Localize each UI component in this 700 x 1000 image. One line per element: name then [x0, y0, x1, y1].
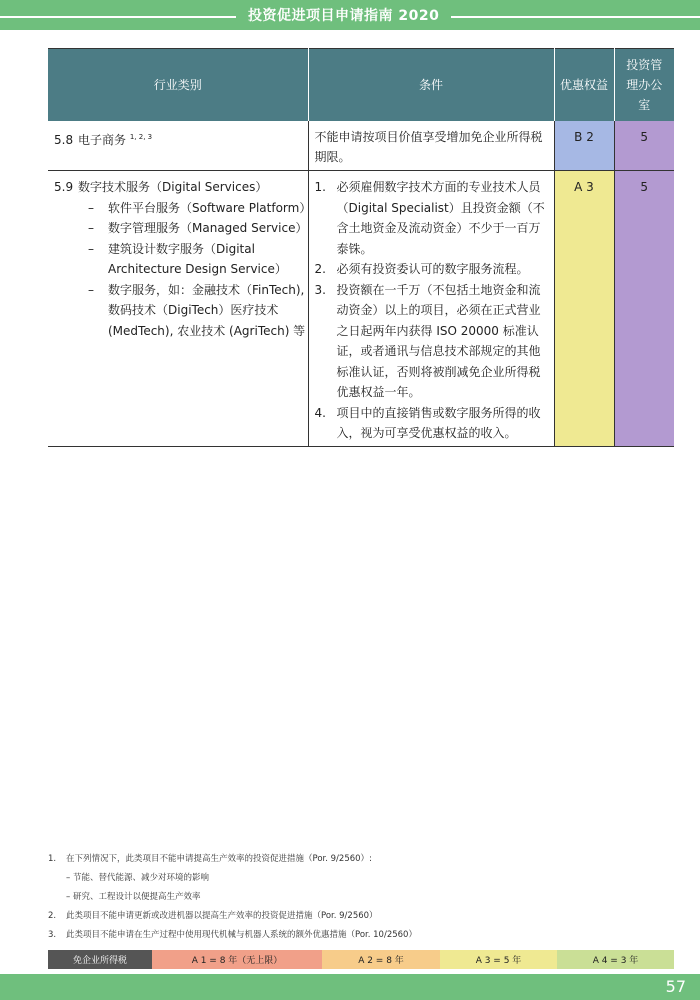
table-row: [48, 171, 674, 447]
page-number: 57: [665, 977, 686, 996]
footnote-2: [48, 907, 668, 926]
condition-list: [315, 177, 550, 444]
footnote-1: [48, 850, 668, 869]
footnote-3: [48, 926, 668, 945]
footnote-number: 1.: [48, 854, 57, 864]
category-name: 电子商务: [78, 132, 127, 147]
legend-a2: A 2 = 8 年: [322, 950, 440, 969]
header-conditions: 条件: [308, 49, 554, 121]
category-number: 5.9: [54, 180, 74, 194]
footer-bar: [0, 974, 700, 1000]
footnote-text: 此类项目不能申请在生产过程中使用现代机械与机器人系统的额外优惠措施（Por. 10/2560）: [66, 930, 417, 940]
table-header-row: [48, 49, 674, 121]
benefit-cell: A 3: [554, 171, 614, 447]
footnote-number: 2.: [48, 911, 57, 921]
condition-text: 项目中的直接销售或数字服务所得的收入，视为可享受优惠权益的收入。: [336, 405, 541, 440]
category-name: 数字技术服务（Digital Services）: [78, 180, 268, 194]
incentive-table: [48, 48, 674, 447]
header-benefit: 优惠权益: [554, 49, 614, 121]
condition-item: [315, 403, 550, 444]
subcategory-item: – 软件平台服务（Software Platform）: [88, 198, 308, 219]
condition-text: 不能申请按项目价值享受增加免企业所得税期限。: [314, 129, 543, 164]
condition-text: 投资额在一千万（不包括土地资金和流动资金）以上的项目，必须在正式营业之日起两年内获得 ISO 20000 标准认证，或者通讯与信息技术部规定的其他标准认证，否则将被削减免企业所得税优惠权益一年。: [336, 282, 541, 399]
benefit-cell: B 2: [554, 121, 614, 171]
header-office-label: 投资管理办公室: [626, 57, 663, 112]
footnote-number: 3.: [48, 930, 57, 940]
tax-exemption-legend: [48, 950, 674, 969]
condition-number: 4.: [314, 405, 326, 420]
header-bar: [0, 0, 700, 30]
condition-item: [315, 259, 550, 280]
footnotes: [48, 850, 668, 945]
legend-a1: A 1 = 8 年（无上限）: [152, 950, 322, 969]
office-cell: 5: [614, 171, 674, 447]
category-cell: [48, 171, 312, 447]
page-title: 投资促进项目申请指南 2020: [236, 5, 451, 27]
footnote-subitem: – 节能、替代能源、减少对环境的影响: [66, 873, 209, 883]
legend-a3: A 3 = 5 年: [440, 950, 557, 969]
header-category: 行业类别: [48, 49, 308, 121]
condition-item: [315, 280, 550, 403]
condition-text: 必须雇佣数字技术方面的专业技术人员（Digital Specialist）且投资金额（不含土地资金及流动资金）不少于一百万泰铢。: [336, 180, 545, 256]
footnote-subitem: – 研究、工程设计以便提高生产效率: [66, 892, 201, 902]
condition-number: 3.: [314, 282, 326, 297]
office-cell: 5: [614, 121, 674, 171]
legend-a4: A 4 = 3 年: [557, 950, 674, 969]
footnote-text: 在下列情况下，此类项目不能申请提高生产效率的投资促进措施（Por. 9/2560）:: [66, 854, 372, 864]
legend-label: 免企业所得税: [48, 950, 152, 969]
subcategory-item: – 数字管理服务（Managed Service）: [88, 218, 308, 239]
category-cell: [48, 121, 308, 171]
condition-text: 必须有投资委认可的数字服务流程。: [336, 262, 529, 276]
subcategory-item: – 建筑设计数字服务（Digital Architecture Design Service）: [88, 239, 308, 280]
condition-cell: [308, 121, 554, 171]
condition-number: 2.: [314, 262, 326, 276]
table-row: [48, 121, 674, 171]
footnote-ref: 1, 2, 3: [129, 132, 153, 141]
subcategory-item: – 数字服务，如：金融技术（FinTech), 数码技术（DigiTech）医疗技术 (MedTech), 农业技术 (AgriTech) 等: [88, 280, 308, 342]
condition-cell: [308, 171, 554, 447]
condition-number: 1.: [314, 180, 326, 194]
subcategory-list: [88, 198, 312, 342]
category-number: 5.8: [54, 132, 74, 147]
condition-item: [315, 177, 550, 259]
header-office: [614, 49, 674, 121]
footnote-text: 此类项目不能申请更新或改进机器以提高生产效率的投资促进措施（Por. 9/2560）: [66, 911, 378, 921]
